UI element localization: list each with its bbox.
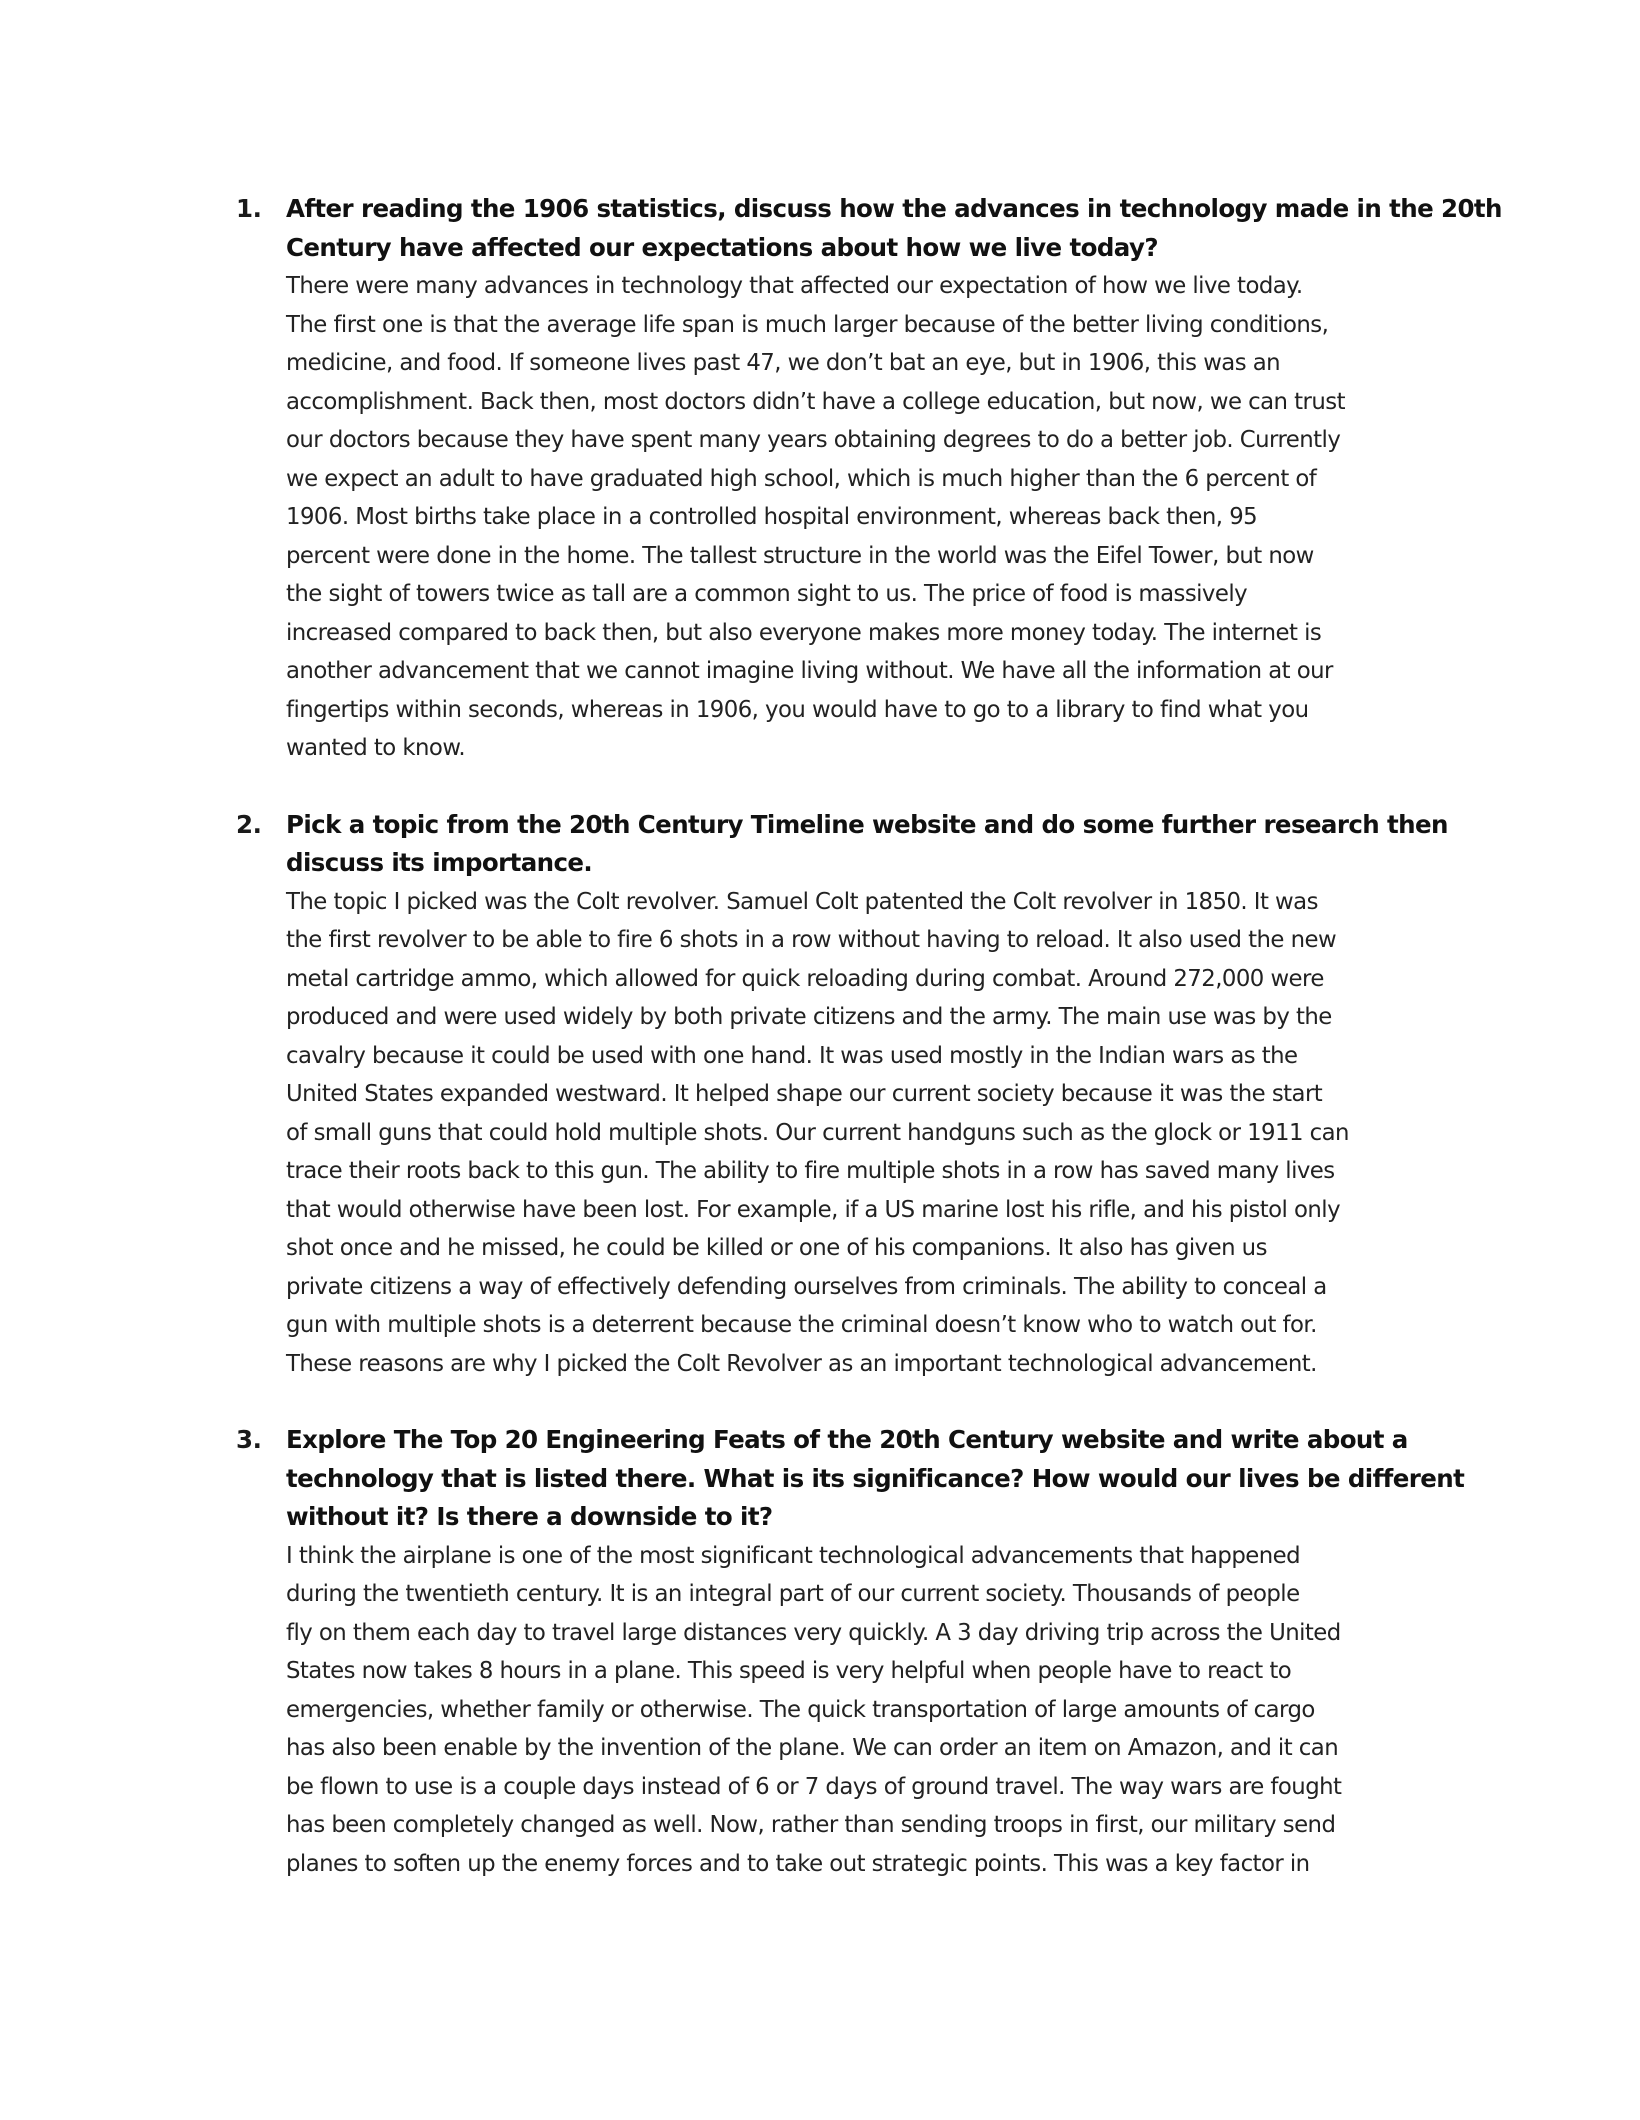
answer-line: There were many advances in technology that affected our expectation of how we live today. <box>286 273 1303 299</box>
answer-line: accomplishment. Back then, most doctors didn’t have a college education, but now, we can trust <box>286 388 1345 415</box>
answer-line: wanted to know. <box>286 735 466 761</box>
answer-line: planes to soften up the enemy forces and to take out strategic points. This was a key factor in <box>286 1850 1310 1877</box>
question-line: After reading the 1906 statistics, discuss how the advances in technology made in the 20th <box>286 194 1502 223</box>
answer-line: our doctors because they have spent many years obtaining degrees to do a better job. Currently <box>286 427 1341 453</box>
answer-line: the first revolver to be able to fire 6 shots in a row without having to reload. It also used the new <box>286 927 1337 953</box>
answer-line: during the twentieth century. It is an integral part of our current society. Thousands of people <box>286 1581 1300 1607</box>
answer-line: percent were done in the home. The tallest structure in the world was the Eifel Tower, but now <box>286 542 1314 569</box>
answer-line: private citizens a way of effectively defending ourselves from criminals. The ability to conceal a <box>286 1273 1327 1300</box>
answer-line: shot once and he missed, he could be killed or one of his companions. It also has given us <box>286 1235 1267 1261</box>
question-text <box>286 1421 1465 1537</box>
question-number: 2. <box>236 809 262 839</box>
question-number: 3. <box>236 1425 262 1454</box>
answer-line: United States expanded westward. It helped shape our current society because it was the start <box>286 1081 1323 1107</box>
question-line: Century have affected our expectations about how we live today? <box>286 232 1158 262</box>
answer-line: States now takes 8 hours in a plane. This speed is very helpful when people have to react to <box>286 1658 1292 1684</box>
question-line: discuss its importance. <box>286 848 593 877</box>
answer-line: I think the airplane is one of the most significant technological advancements that happened <box>286 1542 1301 1569</box>
answer-line: that would otherwise have been lost. For example, if a US marine lost his rifle, and his pistol only <box>286 1196 1341 1223</box>
question-list <box>236 190 1502 1921</box>
answer-line: the sight of towers twice as tall are a common sight to us. The price of food is massively <box>286 581 1248 607</box>
answer-line: fly on them each day to travel large distances very quickly. A 3 day driving trip across the United <box>286 1619 1341 1646</box>
question-number: 1. <box>236 194 262 223</box>
answer-line: another advancement that we cannot imagine living without. We have all the information at our <box>286 658 1333 684</box>
answer-line: emergencies, whether family or otherwise. The quick transportation of large amounts of cargo <box>286 1696 1315 1723</box>
answer-line: 1906. Most births take place in a controlled hospital environment, whereas back then, 95 <box>286 504 1258 530</box>
answer-text <box>286 883 1436 1384</box>
answer-text <box>286 267 1436 768</box>
answer-line: produced and were used widely by both private citizens and the army. The main use was by the <box>286 1004 1332 1030</box>
question-line: Explore The Top 20 Engineering Feats of the 20th Century website and write about a <box>286 1425 1408 1454</box>
question-item-3 <box>236 1421 1465 1883</box>
answer-line: we expect an adult to have graduated high school, which is much higher than the 6 percent of <box>286 465 1317 492</box>
answer-line: The first one is that the average life span is much larger because of the better living conditions, <box>286 311 1329 338</box>
question-item-1 <box>236 190 1502 768</box>
answer-line: These reasons are why I picked the Colt Revolver as an important technological advancement. <box>286 1350 1317 1377</box>
answer-text <box>286 1537 1436 1884</box>
answer-line: has been completely changed as well. Now, rather than sending troops in first, our military send <box>286 1812 1336 1838</box>
question-line: Pick a topic from the 20th Century Timeline website and do some further research then <box>286 809 1448 839</box>
answer-line: of small guns that could hold multiple shots. Our current handguns such as the glock or 1911 can <box>286 1119 1349 1146</box>
answer-line: metal cartridge ammo, which allowed for quick reloading during combat. Around 272,000 were <box>286 965 1324 992</box>
answer-line: cavalry because it could be used with one hand. It was used mostly in the Indian wars as the <box>286 1042 1298 1069</box>
question-text <box>286 190 1502 267</box>
answer-line: medicine, and food. If someone lives past 47, we don’t bat an eye, but in 1906, this was an <box>286 350 1281 376</box>
answer-line: increased compared to back then, but also everyone makes more money today. The internet is <box>286 619 1322 646</box>
question-text <box>286 806 1448 883</box>
answer-line: be flown to use is a couple days instead of 6 or 7 days of ground travel. The way wars are fought <box>286 1773 1342 1800</box>
answer-line: trace their roots back to this gun. The ability to fire multiple shots in a row has saved many lives <box>286 1158 1335 1184</box>
answer-line: has also been enable by the invention of the plane. We can order an item on Amazon, and it can <box>286 1735 1339 1761</box>
question-line: without it? Is there a downside to it? <box>286 1502 773 1531</box>
answer-line: The topic I picked was the Colt revolver. Samuel Colt patented the Colt revolver in 1850. It was <box>286 888 1318 915</box>
question-item-2 <box>236 806 1448 1384</box>
answer-line: gun with multiple shots is a deterrent because the criminal doesn’t know who to watch out for. <box>286 1312 1317 1338</box>
answer-line: fingertips within seconds, whereas in 1906, you would have to go to a library to find what you <box>286 696 1309 723</box>
question-line: technology that is listed there. What is its significance? How would our lives be different <box>286 1463 1465 1493</box>
